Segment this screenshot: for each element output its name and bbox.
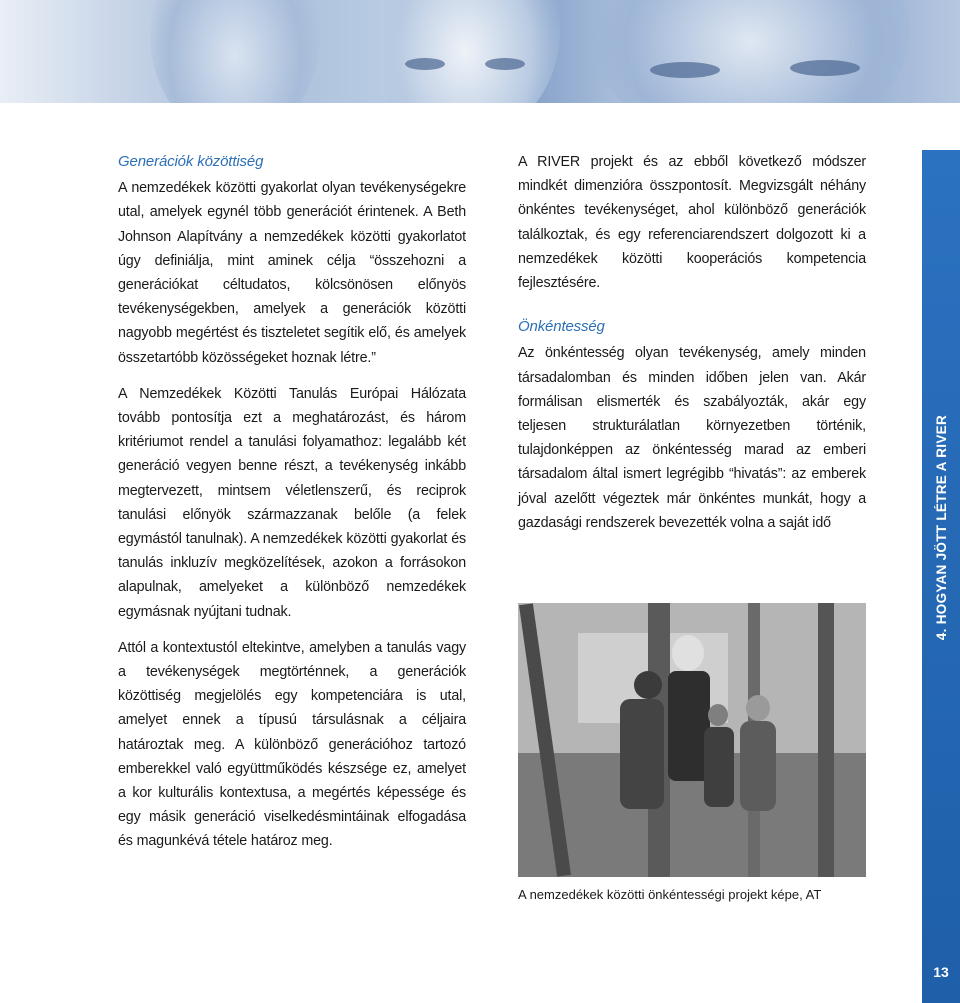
face-shape xyxy=(370,0,560,103)
paragraph: A Nemzedékek Közötti Tanulás Európai Hálózata tovább pontosítja ezt a meghatározást, és három kritériumot rendel a tanulási folyamathoz: legalább két generáció vegyen benne részt, a tevékenység inkább megtervezett, mintsem véletlenszerű, és reciprok tanulási előnyök származzanak belőle (a felek egymástól tanulnak). A nemzedékek közötti gyakorlat és tanulás inkluzív megközelítések, azokon a forrásokon alapulnak, amelyeket a különböző nemzedékek egymásnak nyújtani tudnak. xyxy=(118,385,466,620)
face-shape xyxy=(590,0,910,103)
right-column xyxy=(518,150,866,547)
eye-shape xyxy=(790,60,860,76)
eye-shape xyxy=(405,58,445,70)
paragraph-intro: A RIVER projekt és az ebből következő módszer mindkét dimenzióra összpontosít. Megvizsgált néhány önkéntes tevékenységet, ahol különböző generációk találkoztak, és egy referenciarendszert dolgozott ki a nemzedékek közötti kooperációs kompetencia fejlesztésére. xyxy=(518,154,866,292)
eye-shape xyxy=(485,58,525,70)
photo-illustration xyxy=(518,603,866,877)
section-heading-generations: Generációk közöttiség xyxy=(118,153,264,170)
face-shape xyxy=(150,0,320,103)
paragraph: A nemzedékek közötti gyakorlat olyan tevékenységekre utal, amelyek egynél több generációt érintenek. A Beth Johnson Alapítvány a nemzedékek közötti gyakorlatot úgy definiálja, mint aminek célja “összehozni a generációkat céltudatos, kölcsönösen előnyös tevékenységekben, amelyek a generációk közötti nagyobb megértést és tiszteletet segítik elő, és amelyek összetartóbb közösségeket hoznak létre.” xyxy=(118,180,466,366)
project-photo xyxy=(518,603,866,877)
section-heading-volunteering: Önkéntesség xyxy=(518,318,605,336)
header-photo-band xyxy=(0,0,960,103)
chapter-title: 4. HOGYAN JÖTT LÉTRE A RIVER xyxy=(933,414,949,640)
chapter-title-vertical xyxy=(922,150,960,640)
eye-shape xyxy=(650,62,720,78)
paragraph: Attól a kontextustól eltekintve, amelyben a tanulás vagy a tevékenységek megtörténnek, a generációk közöttiség megjelölés egy kompetenciára is utal, amelyet ennek a típusú társulásnak a céljaira határoztak meg. A különböző generációhoz tartozó emberekkel való együttműködés készsége ez, amelyet a kor kulturális kontextusa, a megértés képessége és egy másik generáció viselkedésmintáinak elfogadása és magunkévá tétele határoz meg. xyxy=(118,639,466,850)
paragraph: Az önkéntesség olyan tevékenység, amely minden társadalomban és minden időben jelen van. Akár formálisan elismerték és szabályozták, akár egy teljesen strukturálatlan környezetben történik, tulajdonképpen az önkéntesség marad az emberi társadalom által ismert legrégibb “hivatás”: az emberek jóval azelőtt végeztek már önkéntes munkát, hogy a gazdasági rendszerek bevezették volna a saját idő xyxy=(518,345,866,531)
left-column xyxy=(118,150,466,866)
photo-caption: A nemzedékek közötti önkéntességi projekt képe, AT xyxy=(518,887,822,902)
page-number: 13 xyxy=(933,964,949,980)
